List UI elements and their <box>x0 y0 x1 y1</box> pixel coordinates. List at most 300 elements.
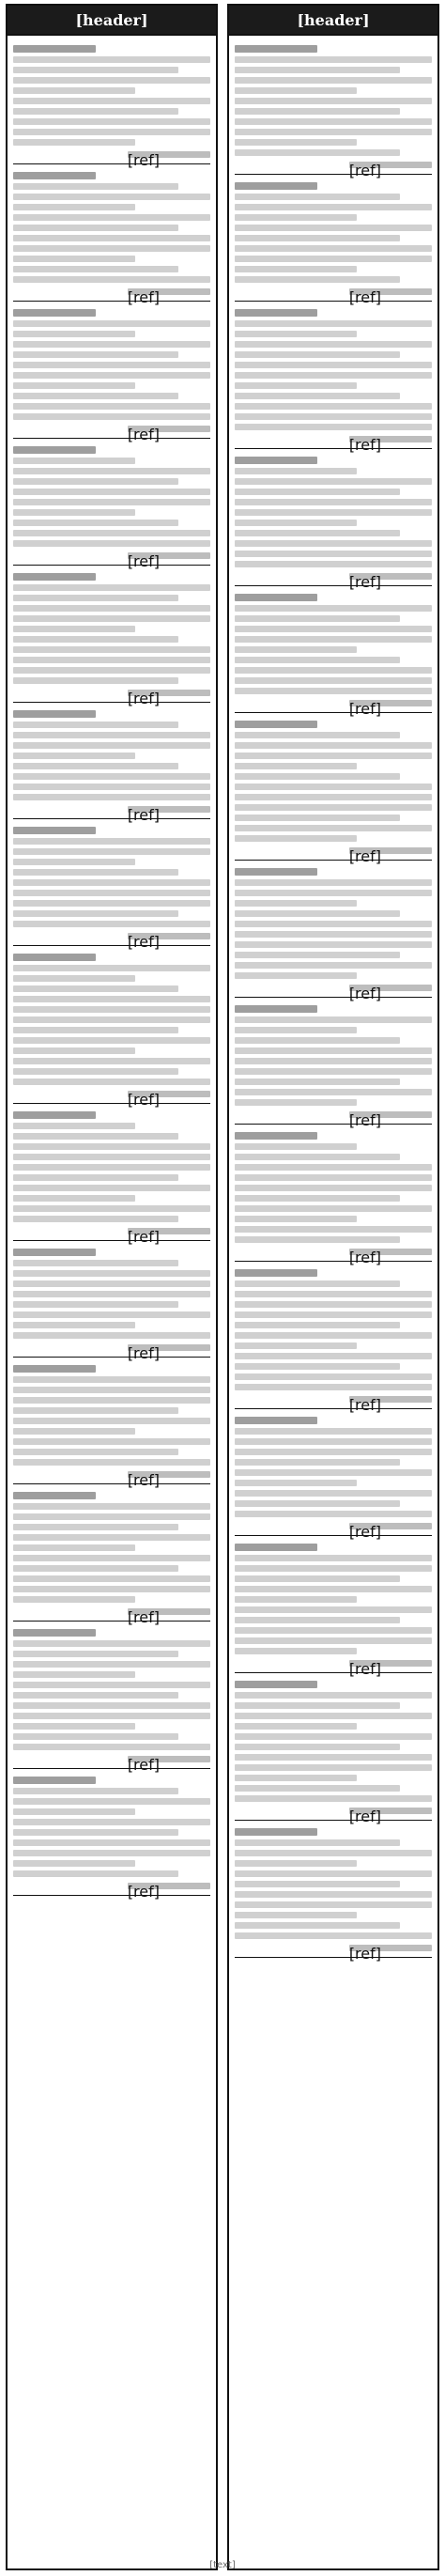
ad-text-line-placeholder <box>13 1068 178 1075</box>
ad-text-line-placeholder <box>13 1829 178 1836</box>
ad-text-line-placeholder <box>235 1648 357 1654</box>
column-left <box>6 4 218 2570</box>
ad-text-line-placeholder <box>235 1565 432 1572</box>
ad-text-line-placeholder <box>235 1469 432 1476</box>
ad-text-line-placeholder <box>13 1723 135 1730</box>
ad-text-line-placeholder <box>235 129 432 135</box>
ad-reference: [ref] <box>128 1471 210 1478</box>
ad-text-line-placeholder <box>235 266 357 272</box>
ad-item <box>235 713 432 865</box>
ad-text-line-placeholder <box>13 118 210 125</box>
ad-text-line-placeholder <box>235 77 432 84</box>
ad-reference: [ref] <box>128 151 210 158</box>
ad-text-line-placeholder <box>13 636 178 643</box>
ad-text-line-placeholder <box>235 1511 432 1517</box>
ad-text-line-placeholder <box>235 1617 400 1623</box>
ad-text-line-placeholder <box>13 67 178 73</box>
ad-text-line-placeholder <box>235 1301 432 1308</box>
ad-heading-placeholder <box>13 45 96 53</box>
ad-text-line-placeholder <box>235 931 432 938</box>
ad-text-line-placeholder <box>235 468 357 474</box>
ad-text-line-placeholder <box>13 1860 135 1867</box>
column-header: [header] <box>8 6 216 36</box>
ad-text-line-placeholder <box>235 1322 400 1328</box>
ad-text-line-placeholder <box>13 266 178 272</box>
ad-text-line-placeholder <box>235 1775 357 1781</box>
ad-text-line-placeholder <box>235 194 400 200</box>
ad-text-line-placeholder <box>13 1788 178 1794</box>
ad-text-line-placeholder <box>235 1236 400 1243</box>
ad-text-line-placeholder <box>235 87 357 94</box>
ad-text-line-placeholder <box>235 214 357 221</box>
ad-text-line-placeholder <box>235 413 432 420</box>
ad-item <box>13 439 210 570</box>
ad-text-line-placeholder <box>235 972 357 979</box>
ad-reference: [ref] <box>349 1396 432 1403</box>
ad-text-line-placeholder <box>13 98 210 104</box>
ad-text-line-placeholder <box>13 530 210 536</box>
ad-text-line-placeholder <box>13 1819 210 1825</box>
ad-text-line-placeholder <box>13 1174 178 1181</box>
ad-text-line-placeholder <box>13 1850 210 1856</box>
ad-text-line-placeholder <box>13 1503 210 1510</box>
ad-text-line-placeholder <box>235 636 432 643</box>
ad-text-line-placeholder <box>13 1534 210 1541</box>
ad-reference: [ref] <box>349 700 432 706</box>
ad-item <box>13 1358 210 1489</box>
ad-text-line-placeholder <box>13 1332 210 1339</box>
ad-text-line-placeholder <box>235 835 357 842</box>
ad-text-line-placeholder <box>13 1291 210 1297</box>
ad-text-line-placeholder <box>13 626 135 632</box>
ad-text-line-placeholder <box>235 667 432 674</box>
ad-item <box>235 449 432 591</box>
ad-text-line-placeholder <box>13 965 210 971</box>
ad-text-line-placeholder <box>13 1418 210 1424</box>
ad-text-line-placeholder <box>13 1037 210 1044</box>
ad-item <box>235 861 432 1002</box>
ad-text-line-placeholder <box>13 753 135 759</box>
ad-text-line-placeholder <box>235 540 432 547</box>
ad-text-line-placeholder <box>235 98 432 104</box>
ad-text-line-placeholder <box>13 1544 135 1551</box>
ad-text-line-placeholder <box>13 1387 210 1393</box>
ad-text-line-placeholder <box>13 763 178 769</box>
ad-text-line-placeholder <box>13 393 178 399</box>
ad-text-line-placeholder <box>235 657 400 663</box>
ad-item <box>235 586 432 718</box>
ad-text-line-placeholder <box>13 722 178 728</box>
ad-heading-placeholder <box>13 1365 96 1373</box>
ad-text-line-placeholder <box>13 985 178 992</box>
ad-text-line-placeholder <box>235 773 400 780</box>
ad-heading-placeholder <box>235 1269 317 1277</box>
ad-text-line-placeholder <box>13 499 210 505</box>
ad-text-line-placeholder <box>235 890 432 896</box>
ad-text-line-placeholder <box>13 784 210 790</box>
ad-text-line-placeholder <box>235 879 432 886</box>
ad-reference: [ref] <box>128 288 210 295</box>
ad-text-line-placeholder <box>13 87 135 94</box>
ad-text-line-placeholder <box>235 1291 432 1297</box>
ad-reference: [ref] <box>128 1228 210 1234</box>
ad-text-line-placeholder <box>235 1839 400 1846</box>
ad-text-line-placeholder <box>13 657 210 663</box>
ad-text-line-placeholder <box>235 1342 357 1349</box>
ad-text-line-placeholder <box>13 225 178 231</box>
ad-text-line-placeholder <box>235 1438 432 1445</box>
ad-text-line-placeholder <box>13 1692 178 1699</box>
ad-text-line-placeholder <box>13 1280 210 1287</box>
ad-text-line-placeholder <box>13 1216 178 1222</box>
ad-reference: [ref] <box>349 573 432 580</box>
ad-text-line-placeholder <box>13 742 210 749</box>
ad-text-line-placeholder <box>13 1027 178 1033</box>
ad-text-line-placeholder <box>235 742 432 749</box>
ad-heading-placeholder <box>235 457 317 464</box>
ad-text-line-placeholder <box>235 351 400 358</box>
ad-text-line-placeholder <box>13 1164 210 1171</box>
ad-text-line-placeholder <box>13 1301 178 1308</box>
ad-text-line-placeholder <box>235 1027 357 1033</box>
ad-text-line-placeholder <box>235 1891 432 1898</box>
ad-reference: [ref] <box>349 1249 432 1255</box>
ad-text-line-placeholder <box>235 1637 432 1644</box>
ad-heading-placeholder <box>13 1492 96 1499</box>
ad-text-line-placeholder <box>235 1037 400 1044</box>
ad-text-line-placeholder <box>13 403 210 410</box>
ad-text-line-placeholder <box>13 1195 135 1202</box>
ad-text-line-placeholder <box>235 489 400 495</box>
ad-text-line-placeholder <box>13 1449 178 1455</box>
ad-text-line-placeholder <box>13 520 178 526</box>
ad-text-line-placeholder <box>235 382 357 389</box>
ad-text-line-placeholder <box>13 1438 210 1445</box>
ad-item <box>235 175 432 306</box>
ad-text-line-placeholder <box>13 245 210 252</box>
ad-text-line-placeholder <box>13 1575 210 1582</box>
ad-text-line-placeholder <box>13 848 210 855</box>
ad-text-line-placeholder <box>13 276 210 283</box>
ad-heading-placeholder <box>235 594 317 601</box>
ad-text-line-placeholder <box>13 108 178 115</box>
ad-reference: [ref] <box>128 806 210 813</box>
ad-text-line-placeholder <box>235 1459 400 1466</box>
ad-text-line-placeholder <box>13 256 135 262</box>
ad-reference: [ref] <box>128 690 210 696</box>
ad-text-line-placeholder <box>235 688 432 694</box>
ad-text-line-placeholder <box>235 1205 432 1212</box>
ad-heading-placeholder <box>235 1681 317 1688</box>
ad-text-line-placeholder <box>235 393 400 399</box>
ad-text-line-placeholder <box>235 1596 357 1603</box>
ad-text-line-placeholder <box>235 1099 357 1106</box>
ad-text-line-placeholder <box>13 235 210 241</box>
ad-heading-placeholder <box>13 573 96 581</box>
ad-text-line-placeholder <box>235 1216 357 1222</box>
ad-text-line-placeholder <box>235 605 432 612</box>
ad-text-line-placeholder <box>235 1089 432 1095</box>
ad-text-line-placeholder <box>235 235 400 241</box>
ad-text-line-placeholder <box>235 1754 432 1761</box>
ad-text-line-placeholder <box>235 1733 432 1740</box>
ad-text-line-placeholder <box>13 900 210 907</box>
ad-text-line-placeholder <box>235 256 432 262</box>
ad-text-line-placeholder <box>13 921 210 927</box>
ad-text-line-placeholder <box>235 1555 432 1561</box>
ad-reference: [ref] <box>349 985 432 991</box>
ad-text-line-placeholder <box>235 910 400 917</box>
ad-reference: [ref] <box>349 288 432 295</box>
ad-text-line-placeholder <box>235 1702 400 1709</box>
ad-heading-placeholder <box>235 1828 317 1836</box>
ad-text-line-placeholder <box>13 1079 210 1085</box>
ad-text-line-placeholder <box>235 1744 400 1750</box>
ad-text-line-placeholder <box>235 1185 432 1191</box>
ad-reference: [ref] <box>349 1523 432 1529</box>
ad-text-line-placeholder <box>235 1627 432 1634</box>
ad-item <box>13 946 210 1109</box>
ad-item <box>13 819 210 951</box>
ad-text-line-placeholder <box>235 1195 400 1202</box>
ad-text-line-placeholder <box>13 996 210 1002</box>
ad-text-line-placeholder <box>235 626 432 632</box>
ad-text-line-placeholder <box>235 1332 432 1339</box>
ad-heading-placeholder <box>235 309 317 317</box>
ad-item <box>235 1262 432 1414</box>
ad-text-line-placeholder <box>235 1901 432 1908</box>
ad-text-line-placeholder <box>235 1164 432 1171</box>
ad-item <box>235 1125 432 1266</box>
ad-text-line-placeholder <box>13 1407 178 1414</box>
ad-text-line-placeholder <box>13 1322 135 1328</box>
ad-reference: [ref] <box>128 1344 210 1351</box>
ad-text-line-placeholder <box>13 859 135 865</box>
ad-text-line-placeholder <box>13 1586 210 1592</box>
ad-text-line-placeholder <box>13 1205 210 1212</box>
ad-text-line-placeholder <box>235 1449 432 1455</box>
ad-text-line-placeholder <box>13 1006 210 1013</box>
ad-text-line-placeholder <box>13 194 210 200</box>
ad-text-line-placeholder <box>235 952 400 958</box>
ad-text-line-placeholder <box>13 129 210 135</box>
ad-text-line-placeholder <box>235 362 432 368</box>
ad-text-line-placeholder <box>13 667 210 674</box>
ad-reference: [ref] <box>128 552 210 559</box>
ad-text-line-placeholder <box>13 1133 178 1140</box>
ad-heading-placeholder <box>235 721 317 728</box>
ad-text-line-placeholder <box>13 1185 210 1191</box>
ad-text-line-placeholder <box>235 204 432 210</box>
ad-text-line-placeholder <box>235 245 432 252</box>
ad-item <box>13 1104 210 1246</box>
ad-text-line-placeholder <box>235 67 400 73</box>
ad-text-line-placeholder <box>13 214 210 221</box>
ad-text-line-placeholder <box>13 869 178 876</box>
ad-item <box>13 566 210 707</box>
ad-text-line-placeholder <box>235 56 432 63</box>
ad-text-line-placeholder <box>13 1733 178 1740</box>
ad-heading-placeholder <box>13 1629 96 1637</box>
ad-text-line-placeholder <box>235 1922 400 1929</box>
ad-heading-placeholder <box>13 827 96 834</box>
ad-text-line-placeholder <box>235 424 432 430</box>
ad-text-line-placeholder <box>13 56 210 63</box>
ad-reference: [ref] <box>349 1660 432 1667</box>
ad-text-line-placeholder <box>13 615 210 622</box>
ad-text-line-placeholder <box>13 1397 210 1404</box>
ad-text-line-placeholder <box>13 540 210 547</box>
ad-text-line-placeholder <box>13 458 135 464</box>
ad-reference: [ref] <box>349 162 432 168</box>
ad-text-line-placeholder <box>235 149 400 156</box>
ad-text-line-placeholder <box>235 478 432 485</box>
ad-reference: [ref] <box>128 426 210 432</box>
ad-text-line-placeholder <box>235 1586 432 1592</box>
ad-heading-placeholder <box>13 1111 96 1119</box>
ad-text-line-placeholder <box>235 331 357 337</box>
ad-text-line-placeholder <box>13 1702 210 1709</box>
ad-text-line-placeholder <box>13 1798 210 1805</box>
ad-item <box>13 1241 210 1362</box>
ad-text-line-placeholder <box>13 331 135 337</box>
ad-text-line-placeholder <box>13 1661 210 1668</box>
ad-text-line-placeholder <box>235 825 432 831</box>
ad-text-line-placeholder <box>235 677 432 684</box>
ad-text-line-placeholder <box>13 413 210 420</box>
ad-reference: [ref] <box>349 436 432 442</box>
ad-item <box>13 302 210 443</box>
ad-text-line-placeholder <box>13 975 135 982</box>
ad-heading-placeholder <box>235 1132 317 1140</box>
ad-text-line-placeholder <box>13 1311 210 1318</box>
ad-text-line-placeholder <box>235 139 357 146</box>
columns <box>6 4 439 2570</box>
ad-text-line-placeholder <box>235 1143 357 1150</box>
ad-text-line-placeholder <box>13 1808 135 1815</box>
ad-text-line-placeholder <box>235 1932 432 1939</box>
ad-heading-placeholder <box>13 1249 96 1256</box>
ad-text-line-placeholder <box>235 784 432 790</box>
ad-text-line-placeholder <box>235 1723 357 1730</box>
ad-text-line-placeholder <box>235 1860 357 1867</box>
ad-text-line-placeholder <box>235 1428 432 1435</box>
ad-text-line-placeholder <box>235 1154 400 1160</box>
ad-reference: [ref] <box>128 1883 210 1889</box>
ad-item <box>235 1673 432 1825</box>
ad-text-line-placeholder <box>235 499 432 505</box>
ad-text-line-placeholder <box>13 382 135 389</box>
ad-text-line-placeholder <box>235 1606 432 1613</box>
ad-item <box>235 1821 432 1963</box>
ad-text-line-placeholder <box>235 341 432 348</box>
ad-text-line-placeholder <box>13 468 210 474</box>
ad-text-line-placeholder <box>235 1912 357 1918</box>
ad-text-line-placeholder <box>235 921 432 927</box>
ad-text-line-placeholder <box>235 1881 400 1887</box>
ad-text-line-placeholder <box>13 1154 210 1160</box>
ad-text-line-placeholder <box>13 732 210 738</box>
ad-text-line-placeholder <box>13 890 210 896</box>
ad-text-line-placeholder <box>13 320 210 327</box>
ad-text-line-placeholder <box>13 838 210 845</box>
ad-text-line-placeholder <box>235 1280 400 1287</box>
ad-text-line-placeholder <box>235 1174 432 1181</box>
ad-text-line-placeholder <box>235 941 432 948</box>
ad-text-line-placeholder <box>235 1575 400 1582</box>
ad-text-line-placeholder <box>13 1870 178 1877</box>
ad-item <box>235 38 432 179</box>
ad-item <box>13 703 210 824</box>
ad-heading-placeholder <box>13 446 96 454</box>
ad-text-line-placeholder <box>235 794 432 800</box>
ad-text-line-placeholder <box>13 1596 135 1603</box>
ad-text-line-placeholder <box>13 1651 178 1657</box>
ad-text-line-placeholder <box>235 1068 432 1075</box>
ad-item <box>235 302 432 454</box>
ad-text-line-placeholder <box>13 1640 210 1647</box>
ad-text-line-placeholder <box>13 1428 135 1435</box>
ad-text-line-placeholder <box>235 815 400 821</box>
ad-text-line-placeholder <box>13 341 210 348</box>
ad-reference: [ref] <box>349 1808 432 1814</box>
ad-item <box>235 1536 432 1678</box>
column-header: [header] <box>229 6 437 36</box>
ad-text-line-placeholder <box>13 677 178 684</box>
ad-reference: [ref] <box>349 1945 432 1951</box>
ad-text-line-placeholder <box>235 1226 432 1233</box>
ad-text-line-placeholder <box>13 1555 210 1561</box>
ad-item <box>13 1769 210 1901</box>
ad-heading-placeholder <box>13 1777 96 1784</box>
ad-text-line-placeholder <box>13 372 210 379</box>
ad-heading-placeholder <box>235 868 317 876</box>
ad-heading-placeholder <box>13 309 96 317</box>
ad-text-line-placeholder <box>235 1311 432 1318</box>
ad-text-line-placeholder <box>235 1480 357 1486</box>
ad-text-line-placeholder <box>235 1079 400 1085</box>
ad-text-line-placeholder <box>13 183 178 190</box>
ad-text-line-placeholder <box>13 646 210 653</box>
ad-item <box>13 1484 210 1626</box>
ad-text-line-placeholder <box>235 1353 432 1359</box>
ad-reference: [ref] <box>128 1608 210 1615</box>
ad-heading-placeholder <box>13 172 96 179</box>
ad-text-line-placeholder <box>235 1795 432 1802</box>
ad-text-line-placeholder <box>235 225 432 231</box>
ad-text-line-placeholder <box>13 1047 135 1054</box>
ad-text-line-placeholder <box>13 1123 135 1129</box>
ad-text-line-placeholder <box>13 1376 210 1383</box>
ad-text-line-placeholder <box>235 1047 432 1054</box>
ad-text-line-placeholder <box>13 362 210 368</box>
ad-text-line-placeholder <box>235 1373 432 1380</box>
ad-heading-placeholder <box>235 1544 317 1551</box>
ad-item <box>235 1409 432 1541</box>
ad-text-line-placeholder <box>235 1850 432 1856</box>
ad-text-line-placeholder <box>13 1713 210 1719</box>
ad-text-line-placeholder <box>235 509 432 516</box>
ad-text-line-placeholder <box>13 1459 210 1466</box>
ad-text-line-placeholder <box>235 551 432 557</box>
ad-text-line-placeholder <box>13 584 210 591</box>
ad-text-line-placeholder <box>235 1490 432 1497</box>
ad-text-line-placeholder <box>13 1513 210 1520</box>
ad-text-line-placeholder <box>235 1785 400 1792</box>
ad-heading-placeholder <box>235 182 317 190</box>
ad-text-line-placeholder <box>13 794 210 800</box>
ad-text-line-placeholder <box>235 320 432 327</box>
